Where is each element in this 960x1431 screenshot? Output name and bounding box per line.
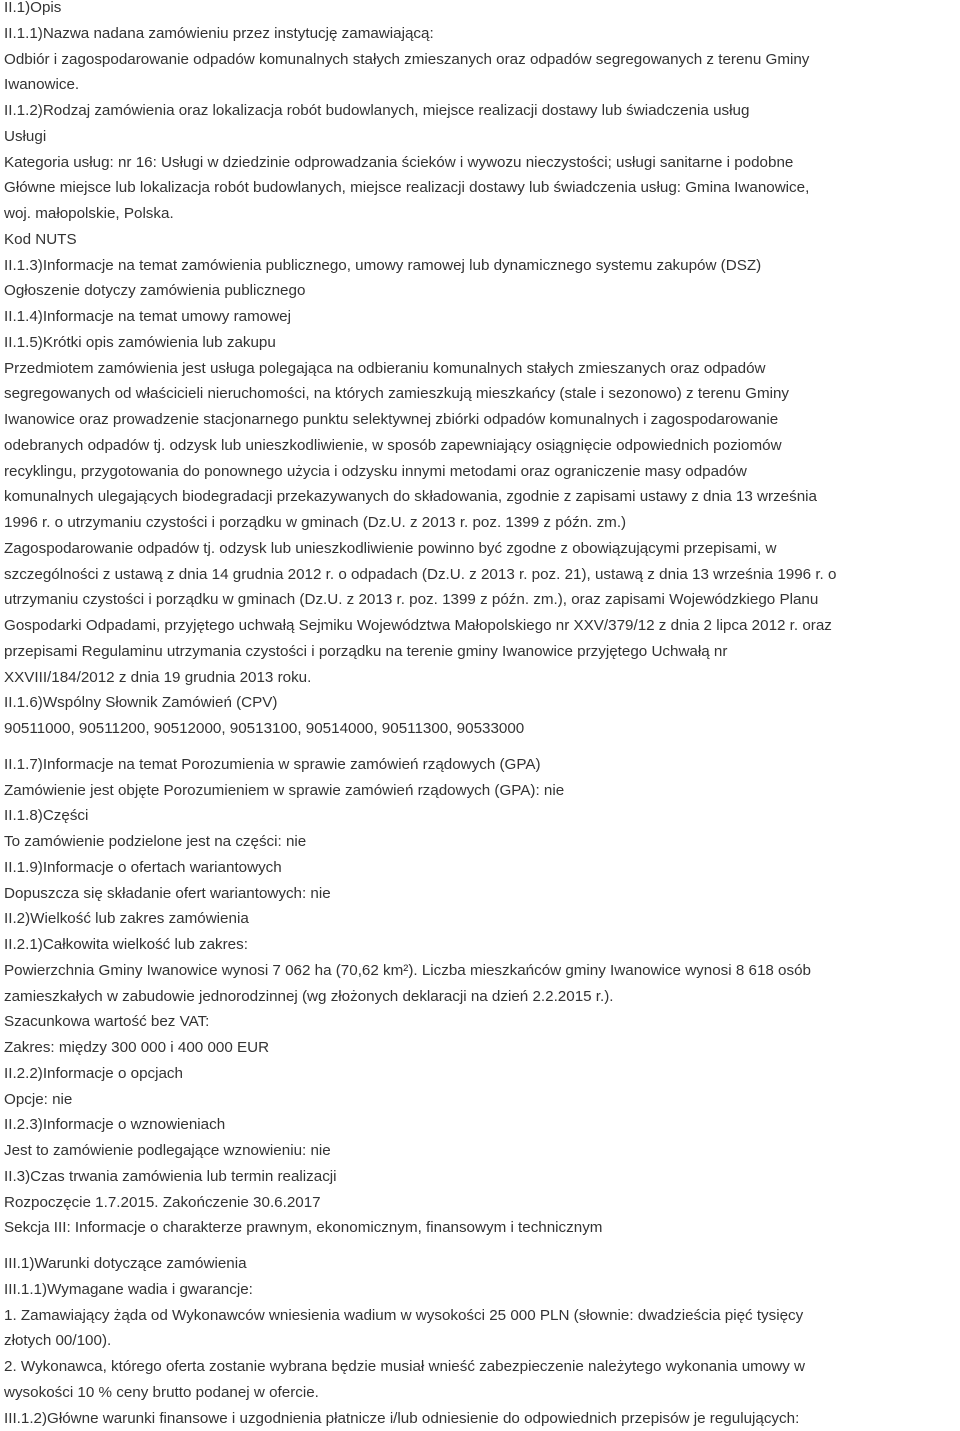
paragraph-line: Gospodarki Odpadami, przyjętego uchwałą Sejmiku Województwa Małopolskiego nr XXV/379/12 z dnia 2 lipca 2012 r. oraz [4,617,832,634]
field-value: Usługi [4,127,47,145]
field-label: II.2.3)Informacje o wznowieniach [4,1116,226,1134]
field-label: II.1.4)Informacje na temat umowy ramowej [4,308,291,325]
paragraph-line: wysokości 10 % ceny brutto podanej w ofercie. [4,1383,319,1401]
cpv-codes: 90511000, 90511200, 90512000, 90513100, 90514000, 90511300, 90533000 [4,720,525,737]
section-heading: II.2)Wielkość lub zakres zamówienia [4,910,249,928]
field-value: Zakres: między 300 000 i 400 000 EUR [4,1039,270,1056]
field-label: III.1.2)Główne warunki finansowe i uzgodnienia płatnicze i/lub odniesienie do odpowiednich przepisów je regulujących: [4,1409,800,1427]
field-value: Iwanowice. [4,76,80,94]
section-heading: II.3)Czas trwania zamówienia lub termin realizacji [4,1167,337,1185]
field-value: Główne miejsce lub lokalizacja robót budowlanych, miejsce realizacji dostawy lub świadczenia usług: Gmina Iwanowice, [4,179,810,197]
paragraph-line: utrzymaniu czystości i porządku w gminach (Dz.U. z 2013 r. poz. 1399 z późn. zm.), oraz zapisami Wojewódzkiego Planu [4,591,819,609]
field-value: Rozpoczęcie 1.7.2015. Zakończenie 30.6.2017 [4,1193,321,1211]
paragraph-line: segregowanych od właścicieli nieruchomości, na których zamieszkują mieszkańcy (stale i sezonowo) z terenu Gminy [4,385,790,403]
field-label: II.2.2)Informacje o opcjach [4,1064,183,1082]
paragraph-line: 2. Wykonawca, którego oferta zostanie wybrana będzie musiał wnieść zabezpieczenie należytego wykonania umowy w [4,1358,805,1375]
field-value: Dopuszcza się składanie ofert wariantowych: nie [4,884,331,902]
field-label: II.2.1)Całkowita wielkość lub zakres: [4,936,248,953]
field-label: II.1.8)Części [4,807,89,825]
field-label: Kod NUTS [4,230,77,248]
field-label: II.1.1)Nazwa nadana zamówieniu przez instytucję zamawiającą: [4,24,434,42]
field-label: II.1.5)Krótki opis zamówienia lub zakupu [4,333,276,351]
field-value: Odbiór i zagospodarowanie odpadów komunalnych stałych zmieszanych oraz odpadów segregowanych z terenu Gminy [4,50,810,68]
paragraph-line: przepisami Regulaminu utrzymania czystości i porządku na terenie gminy Iwanowice przyjętego Uchwałą nr [4,642,728,660]
paragraph-line: Iwanowice oraz prowadzenie stacjonarnego punktu selektywnej zbiórki odpadów komunalnych i zagospodarowanie [4,411,779,428]
field-label: II.1.9)Informacje o ofertach wariantowych [4,858,282,876]
document-body [4,0,960,1431]
field-value: Ogłoszenie dotyczy zamówienia publicznego [4,282,306,300]
field-value: Kategoria usług: nr 16: Usługi w dziedzinie odprowadzania ścieków i wywozu nieczystości; usługi sanitarne i podobne [4,153,794,171]
paragraph-line: recyklingu, przygotowania do ponownego użycia i odzysku innymi metodami oraz ograniczenie masy odpadów [4,462,747,480]
field-label: II.1.3)Informacje na temat zamówienia publicznego, umowy ramowej lub dynamicznego systemu zakupów (DSZ) [4,256,762,274]
field-value: To zamówienie podzielone jest na części: nie [4,833,307,850]
paragraph-line: 1996 r. o utrzymaniu czystości i porządku w gminach (Dz.U. z 2013 r. poz. 1399 z późn. zm.) [4,514,627,531]
section-title: Sekcja III: Informacje o charakterze prawnym, ekonomicznym, finansowym i technicznym [4,1219,603,1237]
paragraph-line: odebranych odpadów tj. odzysk lub unieszkodliwienie, w sposób zapewniający osiągnięcie odpowiednich poziomów [4,436,782,454]
field-label: II.1.7)Informacje na temat Porozumienia w sprawie zamówień rządowych (GPA) [4,755,541,773]
paragraph-line: Przedmiotem zamówienia jest usługa polegająca na odbieraniu komunalnych stałych zmieszanych oraz odpadów [4,359,766,377]
field-label: II.1.2)Rodzaj zamówienia oraz lokalizacja robót budowlanych, miejsce realizacji dostawy lub świadczenia usług [4,102,750,119]
paragraph-line: Zagospodarowanie odpadów tj. odzysk lub unieszkodliwienie powinno być zgodne z obowiązującymi przepisami, w [4,539,777,557]
field-value: woj. małopolskie, Polska. [4,205,174,222]
paragraph-line: XXVIII/184/2012 z dnia 19 grudnia 2013 roku. [4,668,312,686]
field-label: II.1.6)Wspólny Słownik Zamówień (CPV) [4,694,278,712]
paragraph-line: Powierzchnia Gminy Iwanowice wynosi 7 062 ha (70,62 km²). Liczba mieszkańców gminy Iwanowice wynosi 8 618 osób [4,961,811,979]
section-heading: II.1)Opis [4,0,62,16]
field-label: Szacunkowa wartość bez VAT: [4,1013,210,1031]
paragraph-line: złotych 00/100). [4,1332,112,1350]
paragraph-line: szczególności z ustawą z dnia 14 grudnia 2012 r. o odpadach (Dz.U. z 2013 r. poz. 21), ustawą z dnia 13 września 1996 r. o [4,565,837,583]
paragraph-line: komunalnych ulegających biodegradacji przekazywanych do składowania, zgodnie z zapisami ustawy z dnia 13 września [4,488,817,506]
paragraph-line: zamieszkałych w zabudowie jednorodzinnej (wg złożonych deklaracji na dzień 2.2.2015 r.). [4,987,614,1005]
field-value: Jest to zamówienie podlegające wznowieniu: nie [4,1142,331,1159]
paragraph-line: 1. Zamawiający żąda od Wykonawców wniesienia wadium w wysokości 25 000 PLN (słownie: dwadzieścia pięć tysięcy [4,1306,804,1324]
field-value: Zamówienie jest objęte Porozumieniem w sprawie zamówień rządowych (GPA): nie [4,781,565,799]
field-value: Opcje: nie [4,1090,73,1108]
section-heading: III.1)Warunki dotyczące zamówienia [4,1255,247,1272]
field-label: III.1.1)Wymagane wadia i gwarancje: [4,1280,253,1298]
